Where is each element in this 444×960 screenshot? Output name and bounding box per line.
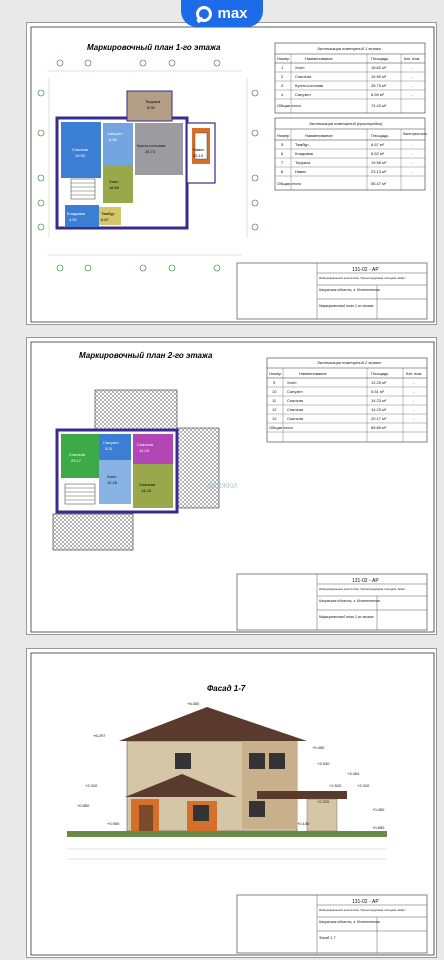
- svg-text:Индивидуальный жилой дом. Прое: Индивидуальный жилой дом. Проектируемая площадь 116м²: [319, 908, 406, 912]
- svg-text:6.52 м²: 6.52 м²: [371, 151, 384, 156]
- svg-text:+0.150: +0.150: [297, 821, 310, 826]
- room-schedule-1: [275, 43, 425, 113]
- svg-text:6: 6: [281, 151, 284, 156]
- svg-text:6.67 м²: 6.67 м²: [371, 142, 384, 147]
- svg-text:6.59 м²: 6.59 м²: [371, 92, 384, 97]
- svg-text:Кат. пом.: Кат. пом.: [406, 371, 423, 376]
- svg-text:-: -: [411, 169, 413, 174]
- svg-text:3: 3: [281, 83, 284, 88]
- svg-text:55.47 м²: 55.47 м²: [371, 181, 387, 186]
- svg-text:-: -: [411, 142, 413, 147]
- svg-text:Кат. пом.: Кат. пом.: [404, 56, 421, 61]
- room-area: 6.67: [101, 217, 109, 222]
- room-area: 16.60: [109, 185, 120, 190]
- svg-text:Наименование: Наименование: [305, 56, 333, 61]
- svg-text:Площадь: Площадь: [371, 371, 389, 376]
- sheet-title: Фасад 1-7: [207, 684, 246, 693]
- room-area: 20.17: [71, 458, 82, 463]
- svg-text:Санузел: Санузел: [295, 92, 311, 97]
- svg-text:Калужская область, г. Вознесен: Калужская область, г. Вознесенская: [319, 288, 380, 292]
- svg-text:Категория пом.: Категория пом.: [403, 132, 428, 136]
- room-area: 14.23: [139, 448, 150, 453]
- room-label: Кладовая: [67, 211, 85, 216]
- svg-text:7: 7: [281, 160, 284, 165]
- room-label: Навес: [193, 147, 205, 152]
- svg-text:Наименование: Наименование: [299, 371, 327, 376]
- room-schedule-2: [275, 118, 428, 190]
- room-label: Кухня-гостиная: [137, 143, 166, 148]
- svg-text:+5.450: +5.450: [312, 745, 325, 750]
- svg-text:131-02 - АР: 131-02 - АР: [352, 578, 379, 584]
- room-label: Терраса: [145, 99, 161, 104]
- svg-text:Индивидуальный жилой дом. Прое: Индивидуальный жилой дом. Проектируемая площадь 116м²: [319, 276, 406, 280]
- svg-text:Калужская область, г. Вознесен: Калужская область, г. Вознесенская: [319, 599, 380, 603]
- svg-text:-: -: [413, 398, 415, 403]
- svg-text:12: 12: [272, 407, 277, 412]
- svg-text:Калужская область, г. Вознесен: Калужская область, г. Вознесенская: [319, 920, 380, 924]
- svg-text:Маркировочный план 2-го этажа: Маркировочный план 2-го этажа: [319, 615, 374, 619]
- svg-text:5.51 м²: 5.51 м²: [371, 389, 384, 394]
- room-label: Тамбур: [101, 211, 115, 216]
- room-schedule-3: [267, 358, 427, 442]
- svg-text:Номер: Номер: [277, 133, 290, 138]
- svg-text:Навес: Навес: [295, 169, 307, 174]
- room-area: 23.13: [193, 153, 204, 158]
- watermark: ДВИЖКИ: [207, 483, 238, 490]
- room-label: Спальня: [137, 442, 154, 447]
- svg-text:1: 1: [281, 65, 284, 70]
- svg-text:+0.450: +0.450: [372, 807, 385, 812]
- svg-text:+6.297: +6.297: [93, 733, 106, 738]
- svg-text:Общая итого: Общая итого: [277, 181, 302, 186]
- svg-text:Площадь: Площадь: [371, 56, 389, 61]
- svg-text:Номер: Номер: [269, 371, 282, 376]
- svg-text:Индивидуальный жилой дом. Прое: Индивидуальный жилой дом. Проектируемая площадь 116м²: [319, 587, 406, 591]
- svg-text:Санузел: Санузел: [287, 389, 303, 394]
- svg-text:Фасад 1-7: Фасад 1-7: [319, 936, 336, 940]
- room-area: 12.25: [107, 480, 118, 485]
- svg-text:-: -: [411, 151, 413, 156]
- svg-text:14.23 м²: 14.23 м²: [371, 407, 387, 412]
- svg-text:Спальня: Спальня: [295, 74, 312, 79]
- svg-text:5: 5: [281, 142, 284, 147]
- svg-text:-: -: [411, 83, 413, 88]
- svg-text:131-02 - АР: 131-02 - АР: [352, 899, 379, 905]
- svg-text:+2.410: +2.410: [357, 783, 370, 788]
- svg-text:Кладовая: Кладовая: [295, 151, 313, 156]
- svg-text:8: 8: [281, 169, 284, 174]
- svg-text:9: 9: [273, 380, 276, 385]
- svg-text:20.17 м²: 20.17 м²: [371, 416, 387, 421]
- svg-text:Терраса: Терраса: [295, 160, 311, 165]
- room-label: Санузел: [107, 131, 123, 136]
- svg-text:+2.220: +2.220: [317, 799, 330, 804]
- room-area: 8.90: [147, 105, 155, 110]
- floor1-plan: [57, 91, 215, 228]
- svg-text:Тамбур: Тамбур: [295, 142, 309, 147]
- svg-text:Экспликация помещений 2 этажа: Экспликация помещений 2 этажа: [317, 360, 381, 365]
- svg-text:Экспликация помещений (пристро: Экспликация помещений (пристройки): [309, 121, 383, 126]
- svg-text:Маркировочный план 1-го этажа: Маркировочный план 1-го этажа: [319, 304, 374, 308]
- floor2-plan: [53, 390, 219, 550]
- svg-text:Площадь: Площадь: [371, 133, 389, 138]
- svg-text:-: -: [411, 65, 413, 70]
- room-label: Спальня: [69, 452, 86, 457]
- svg-text:-: -: [411, 74, 413, 79]
- title-block: [237, 263, 427, 319]
- svg-text:23.13 м²: 23.13 м²: [371, 169, 387, 174]
- svg-text:+0.950: +0.950: [107, 821, 120, 826]
- svg-text:+3.930: +3.930: [317, 761, 330, 766]
- svg-text:28.73 м²: 28.73 м²: [371, 83, 387, 88]
- room-area: 4.52: [69, 217, 77, 222]
- svg-text:Холл: Холл: [287, 380, 297, 385]
- max-logo-icon: [196, 6, 212, 22]
- svg-text:Спальня: Спальня: [287, 407, 304, 412]
- svg-text:65.89 м²: 65.89 м²: [371, 425, 387, 430]
- svg-text:2: 2: [281, 74, 284, 79]
- svg-text:Наименование: Наименование: [305, 133, 333, 138]
- app-badge[interactable]: [181, 0, 263, 27]
- room-area: 5.51: [105, 446, 113, 451]
- svg-text:Общая итого: Общая итого: [269, 425, 294, 430]
- svg-text:Общая итого: Общая итого: [277, 103, 302, 108]
- svg-text:19.90 м²: 19.90 м²: [371, 74, 387, 79]
- drawing-sheet-floor2: [26, 337, 437, 635]
- svg-text:13: 13: [272, 416, 277, 421]
- room-area: 14.23: [141, 488, 152, 493]
- svg-text:11: 11: [272, 398, 277, 403]
- svg-text:Холл: Холл: [295, 65, 305, 70]
- svg-text:+8.350: +8.350: [187, 701, 200, 706]
- room-label: Санузел: [103, 440, 119, 445]
- room-area: 6.59: [109, 137, 117, 142]
- app-name: max: [217, 5, 248, 22]
- svg-text:19.56 м²: 19.56 м²: [371, 160, 387, 165]
- room-label: Холл: [109, 179, 119, 184]
- sheet-title: Маркировочный план 1-го этажа: [87, 43, 221, 52]
- svg-text:Кухня-гостиная: Кухня-гостиная: [295, 83, 324, 88]
- room-area: 28.73: [145, 149, 156, 154]
- svg-text:+2.520: +2.520: [329, 783, 342, 788]
- svg-text:-: -: [411, 160, 413, 165]
- svg-text:-: -: [413, 416, 415, 421]
- svg-text:+0.650: +0.650: [372, 825, 385, 830]
- sheet-title: Маркировочный план 2-го этажа: [79, 351, 213, 360]
- drawing-sheet-facade: [26, 648, 437, 958]
- svg-text:+2.410: +2.410: [85, 783, 98, 788]
- svg-text:+3.454: +3.454: [347, 771, 360, 776]
- svg-text:-: -: [413, 407, 415, 412]
- svg-text:Спальня: Спальня: [287, 416, 304, 421]
- svg-text:Спальня: Спальня: [287, 398, 304, 403]
- title-block: [237, 574, 427, 630]
- svg-text:-: -: [413, 389, 415, 394]
- svg-text:Экспликация помещений 1 этажа: Экспликация помещений 1 этажа: [317, 46, 381, 51]
- svg-text:18.62 м²: 18.62 м²: [371, 65, 387, 70]
- svg-text:131-02 - АР: 131-02 - АР: [352, 267, 379, 273]
- room-label: Спальня: [72, 147, 89, 152]
- svg-text:10: 10: [272, 389, 277, 394]
- svg-text:4: 4: [281, 92, 284, 97]
- svg-text:-: -: [411, 92, 413, 97]
- facade-drawing: [67, 707, 387, 837]
- svg-text:+0.850: +0.850: [77, 803, 90, 808]
- room-label: Спальня: [139, 482, 156, 487]
- svg-text:74.43 м²: 74.43 м²: [371, 103, 387, 108]
- svg-text:14.23 м²: 14.23 м²: [371, 398, 387, 403]
- room-label: Холл: [107, 474, 117, 479]
- drawing-sheet-floor1: [26, 22, 437, 325]
- svg-text:12.25 м²: 12.25 м²: [371, 380, 387, 385]
- svg-text:Номер: Номер: [277, 56, 290, 61]
- room-area: 19.90: [75, 153, 86, 158]
- svg-text:-: -: [413, 380, 415, 385]
- title-block: [237, 895, 427, 953]
